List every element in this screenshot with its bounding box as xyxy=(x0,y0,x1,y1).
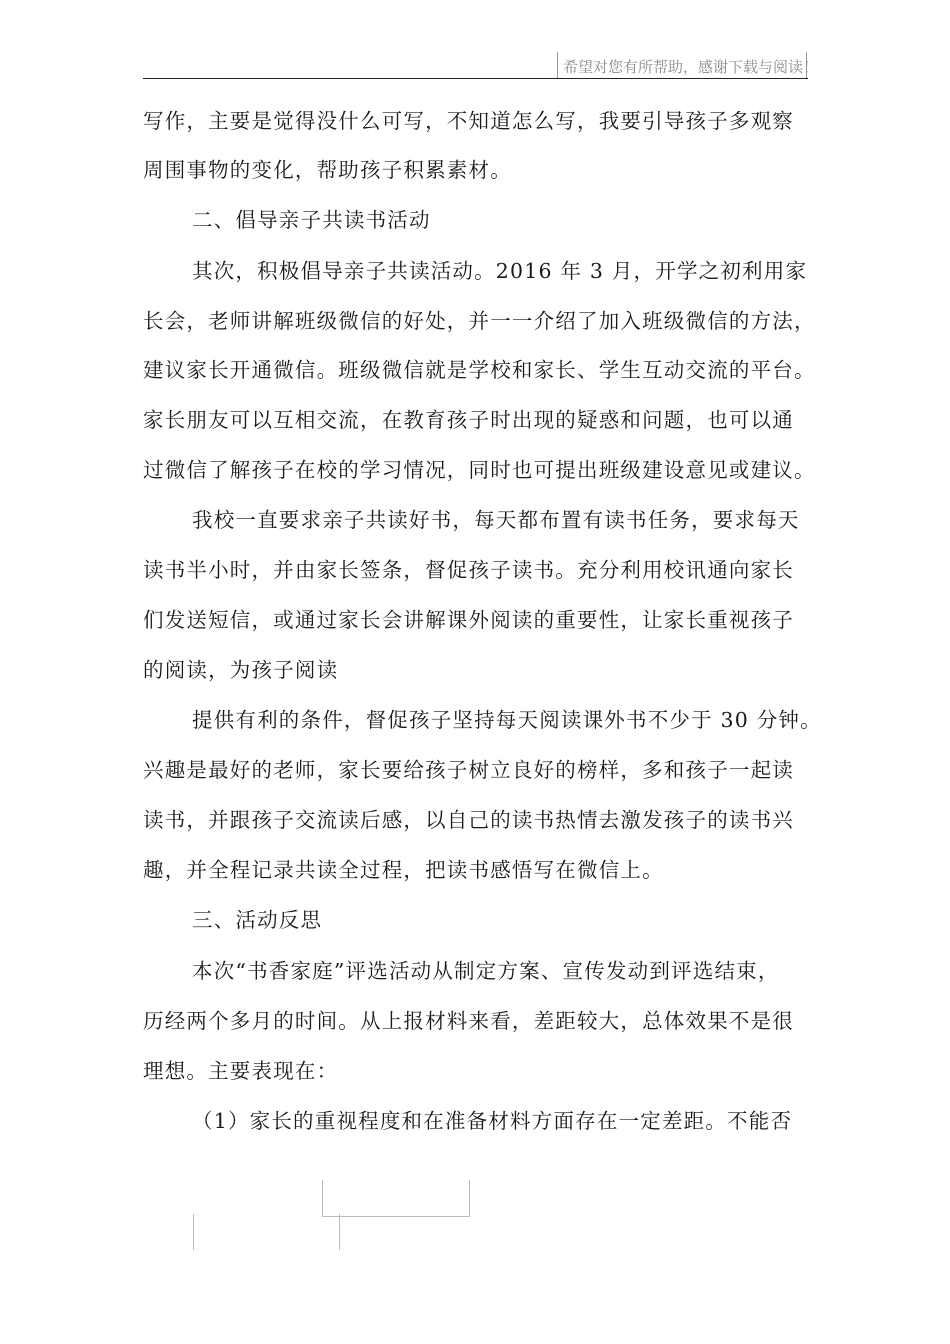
paragraph-line: 周围事物的变化，帮助孩子积累素材。 xyxy=(143,158,512,182)
paragraph-line: 们发送短信，或通过家长会讲解课外阅读的重要性，让家长重视孩子 xyxy=(143,608,794,632)
paragraph-line: 读书半小时，并由家长签条，督促孩子读书。充分利用校讯通向家长 xyxy=(143,558,794,582)
table-border-fragment xyxy=(339,1214,340,1250)
paragraph-line: 的阅读，为孩子阅读 xyxy=(143,658,339,682)
header-rule xyxy=(143,78,808,79)
section-heading: 三、活动反思 xyxy=(192,908,323,932)
paragraph-line: 本次“书香家庭”评选活动从制定方案、宣传发动到评选结束， xyxy=(192,959,780,983)
table-border-fragment xyxy=(193,1214,194,1250)
paragraph-line: 读书，并跟孩子交流读后感，以自己的读书热情去激发孩子的读书兴 xyxy=(143,808,794,832)
paragraph-line: 提供有利的条件，督促孩子坚持每天阅读课外书不少于 30 分钟。 xyxy=(192,708,822,732)
paragraph-line: 历经两个多月的时间。从上报材料来看，差距较大，总体效果不是很 xyxy=(143,1009,794,1033)
paragraph-line: 建议家长开通微信。班级微信就是学校和家长、学生互动交流的平台。 xyxy=(143,358,816,382)
paragraph-line: 写作，主要是觉得没什么可写，不知道怎么写，我要引导孩子多观察 xyxy=(143,109,794,133)
paragraph-line: 过微信了解孩子在校的学习情况，同时也可提出班级建设意见或建议。 xyxy=(143,458,816,482)
header-note: 希望对您有所帮助，感谢下载与阅读！ xyxy=(563,58,819,76)
section-heading: 二、倡导亲子共读书活动 xyxy=(192,208,431,232)
paragraph-line: 理想。主要表现在： xyxy=(143,1059,339,1083)
paragraph-line: 趣，并全程记录共读全过程，把读书感悟写在微信上。 xyxy=(143,858,664,882)
paragraph-line: 长会，老师讲解班级微信的好处，并一一介绍了加入班级微信的方法， xyxy=(143,309,816,333)
paragraph-line: 我校一直要求亲子共读好书，每天都布置有读书任务，要求每天 xyxy=(192,508,800,532)
paragraph-line: 兴趣是最好的老师，家长要给孩子树立良好的榜样，多和孩子一起读 xyxy=(143,758,794,782)
table-border-fragment xyxy=(322,1180,470,1217)
paragraph-line: 家长朋友可以互相交流，在教育孩子时出现的疑惑和问题，也可以通 xyxy=(143,408,794,432)
paragraph-line: （1）家长的重视程度和在准备材料方面存在一定差距。不能否 xyxy=(192,1109,793,1133)
paragraph-line: 其次，积极倡导亲子共读活动。2016 年 3 月，开学之初利用家 xyxy=(192,259,808,283)
